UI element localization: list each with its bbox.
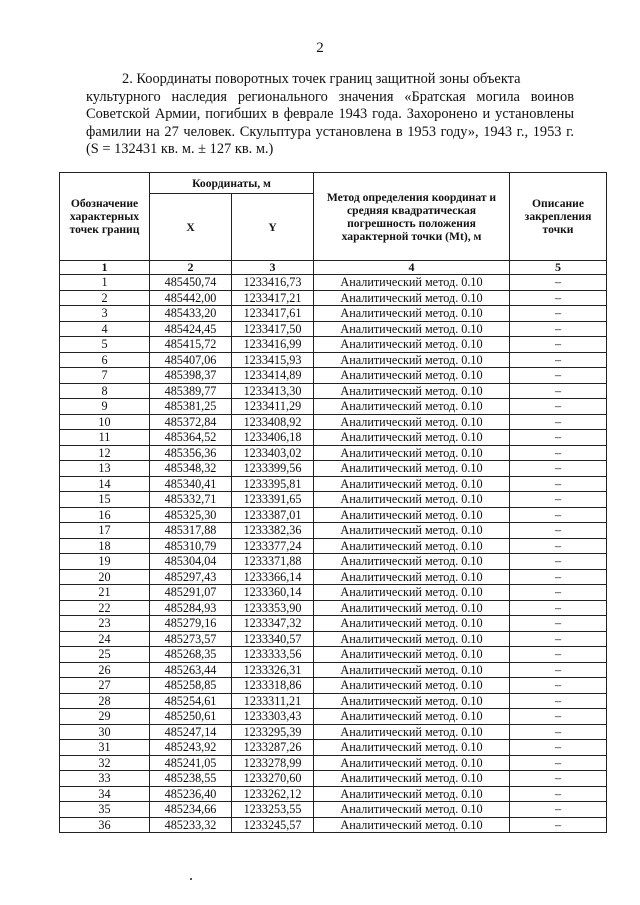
table-row <box>60 507 607 523</box>
method-cell: Аналитический метод. 0.10 <box>314 817 510 833</box>
description-cell: – <box>510 724 607 740</box>
point-number: 1 <box>60 275 150 291</box>
method-cell: Аналитический метод. 0.10 <box>314 662 510 678</box>
y-coordinate: 1233391,65 <box>232 492 314 508</box>
scan-speck <box>190 878 192 880</box>
header-y: Y <box>232 194 314 261</box>
x-coordinate: 485325,30 <box>150 507 232 523</box>
point-number: 29 <box>60 709 150 725</box>
y-coordinate: 1233371,88 <box>232 554 314 570</box>
x-coordinate: 485317,88 <box>150 523 232 539</box>
method-cell: Аналитический метод. 0.10 <box>314 321 510 337</box>
point-number: 33 <box>60 771 150 787</box>
description-cell: – <box>510 817 607 833</box>
table-row <box>60 724 607 740</box>
description-cell: – <box>510 476 607 492</box>
intro-paragraph <box>86 71 574 159</box>
method-cell: Аналитический метод. 0.10 <box>314 724 510 740</box>
description-cell: – <box>510 321 607 337</box>
x-coordinate: 485415,72 <box>150 337 232 353</box>
point-number: 11 <box>60 430 150 446</box>
header-method: Метод определения координат и средняя квадратическая погрешность положения характерной точки (Mt), м <box>314 173 510 261</box>
table-row <box>60 569 607 585</box>
method-cell: Аналитический метод. 0.10 <box>314 600 510 616</box>
y-coordinate: 1233408,92 <box>232 414 314 430</box>
table-row <box>60 445 607 461</box>
col-number: 1 <box>60 261 150 275</box>
y-coordinate: 1233245,57 <box>232 817 314 833</box>
description-cell: – <box>510 786 607 802</box>
point-number: 19 <box>60 554 150 570</box>
table-row <box>60 290 607 306</box>
header-point: Обозначение характерных точек границ <box>60 173 150 261</box>
method-cell: Аналитический метод. 0.10 <box>314 399 510 415</box>
description-cell: – <box>510 755 607 771</box>
point-number: 24 <box>60 631 150 647</box>
x-coordinate: 485238,55 <box>150 771 232 787</box>
method-cell: Аналитический метод. 0.10 <box>314 538 510 554</box>
description-cell: – <box>510 430 607 446</box>
method-cell: Аналитический метод. 0.10 <box>314 476 510 492</box>
table-row <box>60 554 607 570</box>
description-cell: – <box>510 352 607 368</box>
x-coordinate: 485250,61 <box>150 709 232 725</box>
method-cell: Аналитический метод. 0.10 <box>314 554 510 570</box>
header-x: X <box>150 194 232 261</box>
method-cell: Аналитический метод. 0.10 <box>314 786 510 802</box>
table-row <box>60 786 607 802</box>
point-number: 9 <box>60 399 150 415</box>
y-coordinate: 1233414,89 <box>232 368 314 384</box>
table-row <box>60 647 607 663</box>
point-number: 2 <box>60 290 150 306</box>
y-coordinate: 1233295,39 <box>232 724 314 740</box>
y-coordinate: 1233347,32 <box>232 616 314 632</box>
x-coordinate: 485364,52 <box>150 430 232 446</box>
y-coordinate: 1233340,57 <box>232 631 314 647</box>
method-cell: Аналитический метод. 0.10 <box>314 647 510 663</box>
method-cell: Аналитический метод. 0.10 <box>314 445 510 461</box>
point-number: 17 <box>60 523 150 539</box>
y-coordinate: 1233417,50 <box>232 321 314 337</box>
point-number: 13 <box>60 461 150 477</box>
x-coordinate: 485279,16 <box>150 616 232 632</box>
table-row <box>60 461 607 477</box>
table-row <box>60 306 607 322</box>
point-number: 26 <box>60 662 150 678</box>
y-coordinate: 1233417,21 <box>232 290 314 306</box>
table-row <box>60 616 607 632</box>
y-coordinate: 1233303,43 <box>232 709 314 725</box>
y-coordinate: 1233253,55 <box>232 802 314 818</box>
coordinates-table <box>59 172 607 833</box>
point-number: 23 <box>60 616 150 632</box>
x-coordinate: 485297,43 <box>150 569 232 585</box>
description-cell: – <box>510 771 607 787</box>
x-coordinate: 485433,20 <box>150 306 232 322</box>
description-cell: – <box>510 693 607 709</box>
y-coordinate: 1233387,01 <box>232 507 314 523</box>
table-row <box>60 693 607 709</box>
table-row <box>60 662 607 678</box>
method-cell: Аналитический метод. 0.10 <box>314 740 510 756</box>
y-coordinate: 1233278,99 <box>232 755 314 771</box>
method-cell: Аналитический метод. 0.10 <box>314 383 510 399</box>
table-row <box>60 631 607 647</box>
x-coordinate: 485254,61 <box>150 693 232 709</box>
y-coordinate: 1233395,81 <box>232 476 314 492</box>
x-coordinate: 485247,14 <box>150 724 232 740</box>
y-coordinate: 1233403,02 <box>232 445 314 461</box>
point-number: 27 <box>60 678 150 694</box>
point-number: 10 <box>60 414 150 430</box>
point-number: 25 <box>60 647 150 663</box>
y-coordinate: 1233262,12 <box>232 786 314 802</box>
method-cell: Аналитический метод. 0.10 <box>314 461 510 477</box>
method-cell: Аналитический метод. 0.10 <box>314 275 510 291</box>
point-number: 21 <box>60 585 150 601</box>
x-coordinate: 485284,93 <box>150 600 232 616</box>
table-row <box>60 476 607 492</box>
y-coordinate: 1233366,14 <box>232 569 314 585</box>
point-number: 18 <box>60 538 150 554</box>
x-coordinate: 485234,66 <box>150 802 232 818</box>
method-cell: Аналитический метод. 0.10 <box>314 616 510 632</box>
method-cell: Аналитический метод. 0.10 <box>314 709 510 725</box>
method-cell: Аналитический метод. 0.10 <box>314 771 510 787</box>
y-coordinate: 1233318,86 <box>232 678 314 694</box>
description-cell: – <box>510 523 607 539</box>
description-cell: – <box>510 368 607 384</box>
point-number: 32 <box>60 755 150 771</box>
y-coordinate: 1233399,56 <box>232 461 314 477</box>
table-row <box>60 709 607 725</box>
description-cell: – <box>510 802 607 818</box>
x-coordinate: 485398,37 <box>150 368 232 384</box>
x-coordinate: 485424,45 <box>150 321 232 337</box>
table-row <box>60 399 607 415</box>
x-coordinate: 485236,40 <box>150 786 232 802</box>
table-row <box>60 523 607 539</box>
x-coordinate: 485291,07 <box>150 585 232 601</box>
point-number: 31 <box>60 740 150 756</box>
point-number: 22 <box>60 600 150 616</box>
description-cell: – <box>510 631 607 647</box>
y-coordinate: 1233353,90 <box>232 600 314 616</box>
description-cell: – <box>510 445 607 461</box>
table-row <box>60 368 607 384</box>
description-cell: – <box>510 461 607 477</box>
table-row <box>60 538 607 554</box>
x-coordinate: 485450,74 <box>150 275 232 291</box>
intro-line-2: культурного наследия регионального значения «Братская могила воинов Советской Армии, погибших в феврале 1943 года. Захоронено и установлены фамилии на 27 человек. Скульптура установлена в 1953 году», 1943 г., 1953 г. (S = 132431 кв. м. ± 127 кв. м.) <box>86 88 574 158</box>
description-cell: – <box>510 290 607 306</box>
y-coordinate: 1233333,56 <box>232 647 314 663</box>
y-coordinate: 1233382,36 <box>232 523 314 539</box>
method-cell: Аналитический метод. 0.10 <box>314 693 510 709</box>
table-row <box>60 275 607 291</box>
method-cell: Аналитический метод. 0.10 <box>314 755 510 771</box>
table-row <box>60 383 607 399</box>
y-coordinate: 1233416,99 <box>232 337 314 353</box>
description-cell: – <box>510 507 607 523</box>
method-cell: Аналитический метод. 0.10 <box>314 337 510 353</box>
description-cell: – <box>510 383 607 399</box>
y-coordinate: 1233415,93 <box>232 352 314 368</box>
table-row <box>60 802 607 818</box>
method-cell: Аналитический метод. 0.10 <box>314 290 510 306</box>
x-coordinate: 485340,41 <box>150 476 232 492</box>
description-cell: – <box>510 709 607 725</box>
table-row <box>60 600 607 616</box>
col-number: 2 <box>150 261 232 275</box>
header-coordinates: Координаты, м <box>150 173 314 194</box>
y-coordinate: 1233311,21 <box>232 693 314 709</box>
point-number: 12 <box>60 445 150 461</box>
y-coordinate: 1233287,26 <box>232 740 314 756</box>
x-coordinate: 485304,04 <box>150 554 232 570</box>
method-cell: Аналитический метод. 0.10 <box>314 492 510 508</box>
description-cell: – <box>510 337 607 353</box>
x-coordinate: 485243,92 <box>150 740 232 756</box>
y-coordinate: 1233411,29 <box>232 399 314 415</box>
point-number: 16 <box>60 507 150 523</box>
description-cell: – <box>510 538 607 554</box>
header-description: Описание закрепления точки <box>510 173 607 261</box>
method-cell: Аналитический метод. 0.10 <box>314 678 510 694</box>
point-number: 20 <box>60 569 150 585</box>
x-coordinate: 485348,32 <box>150 461 232 477</box>
y-coordinate: 1233416,73 <box>232 275 314 291</box>
y-coordinate: 1233326,31 <box>232 662 314 678</box>
method-cell: Аналитический метод. 0.10 <box>314 352 510 368</box>
point-number: 15 <box>60 492 150 508</box>
x-coordinate: 485442,00 <box>150 290 232 306</box>
table-row <box>60 352 607 368</box>
description-cell: – <box>510 414 607 430</box>
description-cell: – <box>510 492 607 508</box>
page-number: 2 <box>316 40 324 56</box>
description-cell: – <box>510 306 607 322</box>
x-coordinate: 485310,79 <box>150 538 232 554</box>
description-cell: – <box>510 275 607 291</box>
x-coordinate: 485356,36 <box>150 445 232 461</box>
point-number: 6 <box>60 352 150 368</box>
point-number: 28 <box>60 693 150 709</box>
description-cell: – <box>510 678 607 694</box>
method-cell: Аналитический метод. 0.10 <box>314 569 510 585</box>
x-coordinate: 485372,84 <box>150 414 232 430</box>
method-cell: Аналитический метод. 0.10 <box>314 306 510 322</box>
table-row <box>60 740 607 756</box>
description-cell: – <box>510 399 607 415</box>
y-coordinate: 1233360,14 <box>232 585 314 601</box>
x-coordinate: 485241,05 <box>150 755 232 771</box>
method-cell: Аналитический метод. 0.10 <box>314 507 510 523</box>
y-coordinate: 1233417,61 <box>232 306 314 322</box>
table-row <box>60 337 607 353</box>
table-row <box>60 321 607 337</box>
col-number: 3 <box>232 261 314 275</box>
point-number: 4 <box>60 321 150 337</box>
method-cell: Аналитический метод. 0.10 <box>314 430 510 446</box>
point-number: 5 <box>60 337 150 353</box>
table-row <box>60 755 607 771</box>
table-row <box>60 414 607 430</box>
table-row <box>60 771 607 787</box>
method-cell: Аналитический метод. 0.10 <box>314 414 510 430</box>
table-row <box>60 430 607 446</box>
x-coordinate: 485381,25 <box>150 399 232 415</box>
table-row <box>60 817 607 833</box>
y-coordinate: 1233377,24 <box>232 538 314 554</box>
point-number: 8 <box>60 383 150 399</box>
point-number: 3 <box>60 306 150 322</box>
point-number: 30 <box>60 724 150 740</box>
description-cell: – <box>510 662 607 678</box>
method-cell: Аналитический метод. 0.10 <box>314 368 510 384</box>
point-number: 35 <box>60 802 150 818</box>
y-coordinate: 1233270,60 <box>232 771 314 787</box>
y-coordinate: 1233406,18 <box>232 430 314 446</box>
x-coordinate: 485273,57 <box>150 631 232 647</box>
point-number: 14 <box>60 476 150 492</box>
x-coordinate: 485389,77 <box>150 383 232 399</box>
point-number: 34 <box>60 786 150 802</box>
x-coordinate: 485268,35 <box>150 647 232 663</box>
x-coordinate: 485263,44 <box>150 662 232 678</box>
intro-line-1: 2. Координаты поворотных точек границ защитной зоны объекта <box>122 71 521 87</box>
point-number: 36 <box>60 817 150 833</box>
point-number: 7 <box>60 368 150 384</box>
col-number: 4 <box>314 261 510 275</box>
description-cell: – <box>510 569 607 585</box>
description-cell: – <box>510 647 607 663</box>
table-body <box>60 275 607 833</box>
description-cell: – <box>510 600 607 616</box>
x-coordinate: 485407,06 <box>150 352 232 368</box>
table-row <box>60 492 607 508</box>
description-cell: – <box>510 616 607 632</box>
method-cell: Аналитический метод. 0.10 <box>314 802 510 818</box>
method-cell: Аналитический метод. 0.10 <box>314 523 510 539</box>
method-cell: Аналитический метод. 0.10 <box>314 585 510 601</box>
y-coordinate: 1233413,30 <box>232 383 314 399</box>
table-row <box>60 585 607 601</box>
description-cell: – <box>510 740 607 756</box>
description-cell: – <box>510 585 607 601</box>
table-row <box>60 678 607 694</box>
x-coordinate: 485258,85 <box>150 678 232 694</box>
method-cell: Аналитический метод. 0.10 <box>314 631 510 647</box>
col-number: 5 <box>510 261 607 275</box>
description-cell: – <box>510 554 607 570</box>
x-coordinate: 485233,32 <box>150 817 232 833</box>
x-coordinate: 485332,71 <box>150 492 232 508</box>
